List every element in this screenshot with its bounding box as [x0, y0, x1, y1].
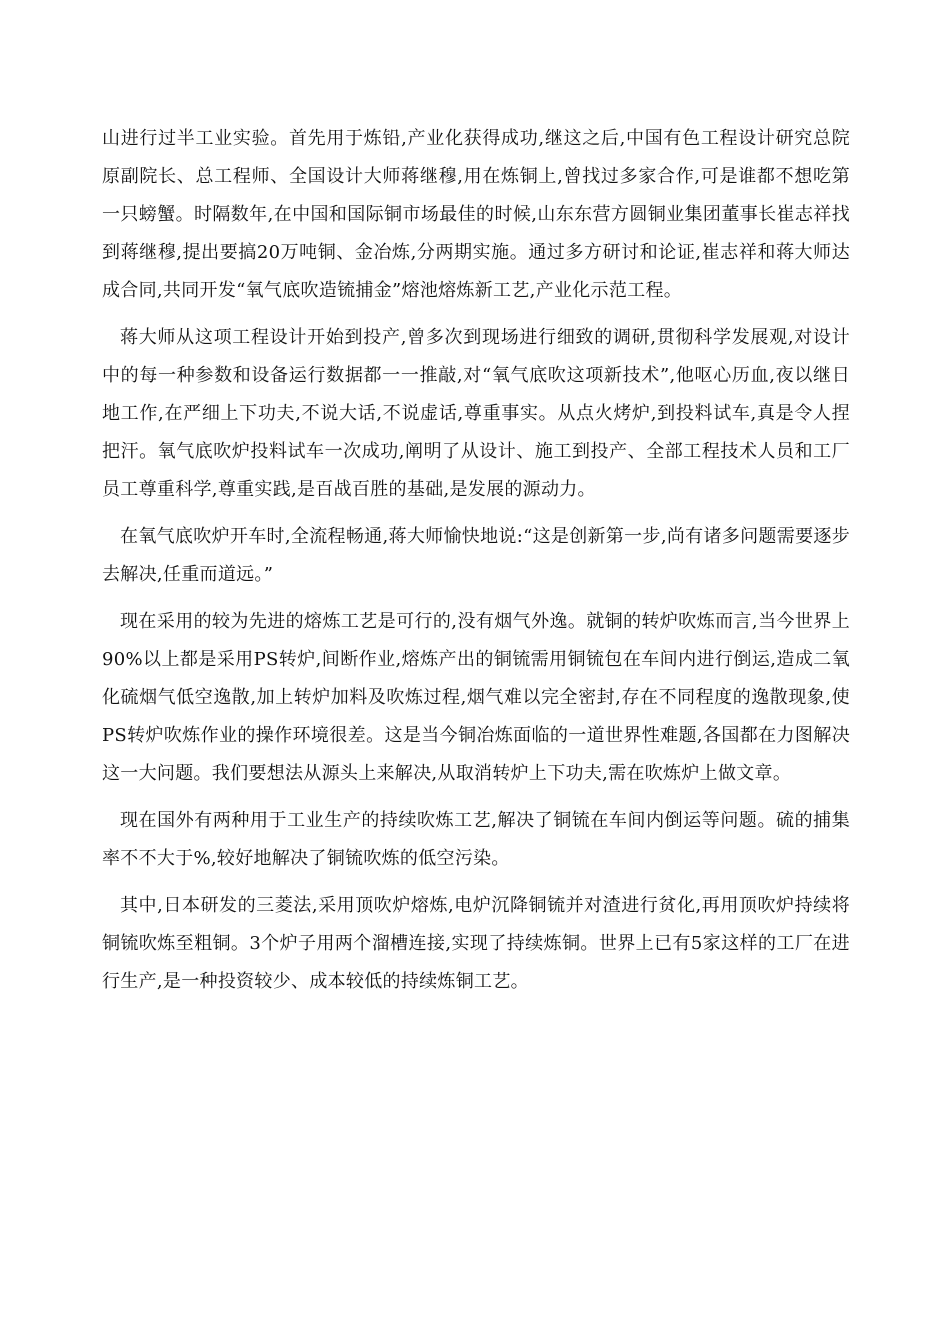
paragraph-2: 蒋大师从这项工程设计开始到投产,曾多次到现场进行细致的调研,贯彻科学发展观,对设计中的每一种参数和设备运行数据都一一推敲,对“氧气底吹这项新技术”,他呕心历血,夜以继日地工作,在严细上下功夫,不说大话,不说虚话,尊重事实。从点火烤炉,到投料试车,真是令人捏把汗。氧气底吹炉投料试车一次成功,阐明了从设计、施工到投产、全部工程技术人员和工厂员工尊重科学,尊重实践,是百战百胜的基础,是发展的源动力。 — [102, 327, 850, 500]
paragraph-3: 在氧气底吹炉开车时,全流程畅通,蒋大师愉快地说:“这是创新第一步,尚有诸多问题需要逐步去解决,任重而道远。” — [102, 526, 850, 585]
paragraph-6: 其中,日本研发的三菱法,采用顶吹炉熔炼,电炉沉降铜锍并对渣进行贫化,再用顶吹炉持续将铜锍吹炼至粗铜。3个炉子用两个溜槽连接,实现了持续炼铜。世界上已有5家这样的工厂在进行生产,是一种投资较少、成本较低的持续炼铜工艺。 — [102, 895, 850, 992]
paragraph-5: 现在国外有两种用于工业生产的持续吹炼工艺,解决了铜锍在车间内倒运等问题。硫的捕集率不不大于%,较好地解决了铜锍吹炼的低空污染。 — [102, 810, 850, 869]
document-body — [102, 120, 850, 1010]
paragraph-4: 现在采用的较为先进的熔炼工艺是可行的,没有烟气外逸。就铜的转炉吹炼而言,当今世界上90%以上都是采用PS转炉,间断作业,熔炼产出的铜锍需用铜锍包在车间内进行倒运,造成二氧化硫烟气低空逸散,加上转炉加料及吹炼过程,烟气难以完全密封,存在不同程度的逸散现象,使PS转炉吹炼作业的操作环境很差。这是当今铜冶炼面临的一道世界性难题,各国都在力图解决这一大问题。我们要想法从源头上来解决,从取消转炉上下功夫,需在吹炼炉上做文章。 — [102, 611, 850, 784]
paragraph-1: 山进行过半工业实验。首先用于炼铅,产业化获得成功,继这之后,中国有色工程设计研究总院原副院长、总工程师、全国设计大师蒋继穆,用在炼铜上,曾找过多家合作,可是谁都不想吃第一只螃蟹。时隔数年,在中国和国际铜市场最佳的时候,山东东营方圆铜业集团董事长崔志祥找到蒋继穆,提出要搞20万吨铜、金冶炼,分两期实施。通过多方研讨和论证,崔志祥和蒋大师达成合同,共同开发“氧气底吹造锍捕金”熔池熔炼新工艺,产业化示范工程。 — [102, 128, 850, 301]
